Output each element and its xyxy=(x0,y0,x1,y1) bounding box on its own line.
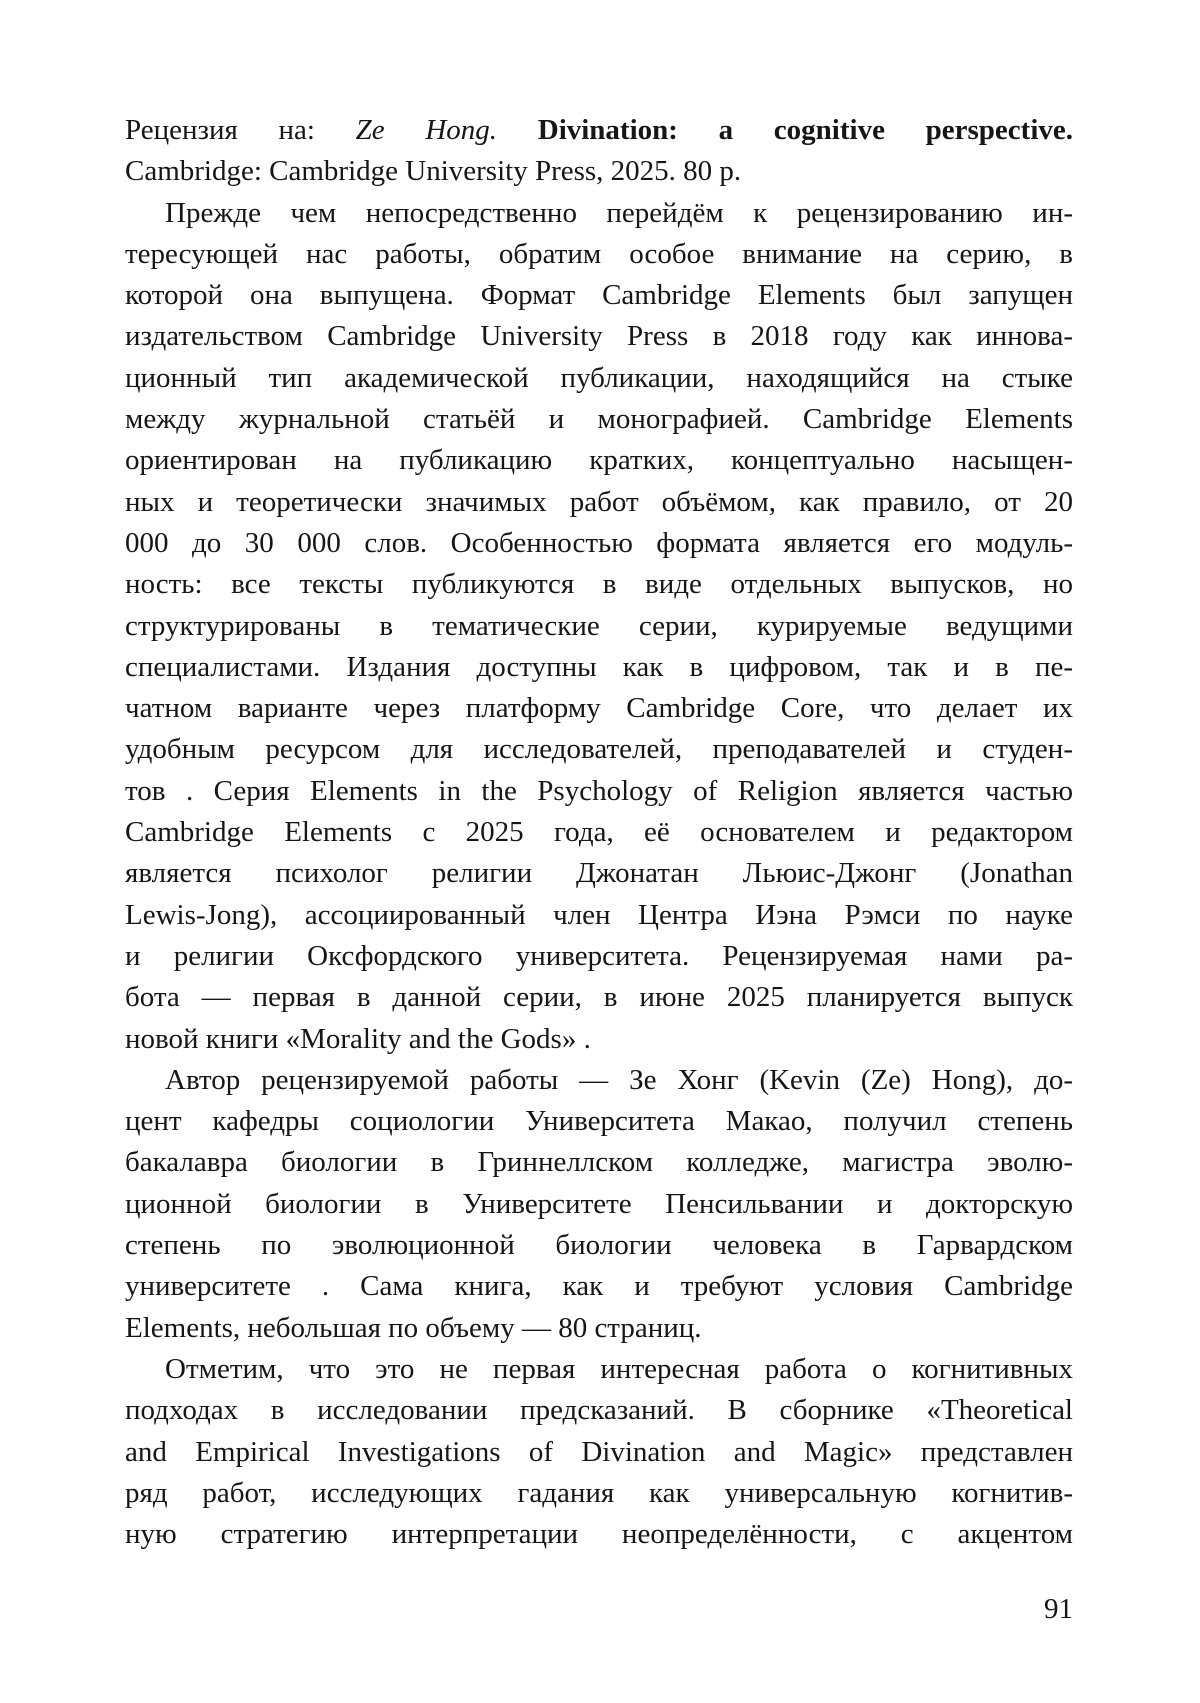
text-line: ционный тип академической публикации, находящийся на стыке xyxy=(125,361,1073,394)
text-line: удобным ресурсом для исследователей, преподавателей и студен- xyxy=(125,733,1073,766)
review-heading-line-2: Cambridge: Cambridge University Press, 2025. 80 p. xyxy=(125,155,742,188)
text-line: бота — первая в данной серии, в июне 2025 планируется выпуск xyxy=(125,981,1073,1014)
text-line: степень по эволюционной биологии человека в Гарвардском xyxy=(125,1229,1073,1262)
text-line: тов . Серия Elements in the Psychology of Religion является частью xyxy=(125,774,1073,807)
text-line: новой книги «Morality and the Gods» . xyxy=(125,1022,591,1055)
review-paragraphs xyxy=(125,193,1073,1556)
text-line: ную стратегию интерпретации неопределённости, с акцентом xyxy=(125,1518,1073,1551)
text-line: специалистами. Издания доступны как в цифровом, так и в пе- xyxy=(125,650,1073,683)
text-line: университете . Сама книга, как и требуют условия Cambridge xyxy=(125,1270,1073,1303)
text-line: которой она выпущена. Формат Cambridge Elements был запущен xyxy=(125,279,1073,312)
text-line: структурированы в тематические серии, курируемые ведущими xyxy=(125,609,1073,642)
text-line: ционной биологии в Университете Пенсильвании и докторскую xyxy=(125,1187,1073,1220)
text-line: Elements, небольшая по объему — 80 страниц. xyxy=(125,1311,702,1344)
text-line: ряд работ, исследующих гадания как универсальную когнитив- xyxy=(125,1476,1073,1509)
page-number: 91 xyxy=(1044,1593,1073,1625)
text-line: цент кафедры социологии Университета Макао, получил степень xyxy=(125,1105,1073,1138)
text-line: между журнальной статьёй и монографией. Cambridge Elements xyxy=(125,403,1073,436)
text-line: ориентирован на публикацию кратких, концептуально насыщен- xyxy=(125,444,1073,477)
text-line: Отметим, что это не первая интересная работа о когнитивных xyxy=(165,1352,1073,1385)
text-line: Lewis-Jong), ассоциированный член Центра Иэна Рэмси по науке xyxy=(125,898,1073,931)
text-line: ных и теоретически значимых работ объёмом, как правило, от 20 xyxy=(125,485,1073,518)
text-line: чатном варианте через платформу Cambridge Core, что делает их xyxy=(125,692,1073,725)
text-line: и религии Оксфордского университета. Рецензируемая нами ра- xyxy=(125,939,1073,972)
text-line: Прежде чем непосредственно перейдём к рецензированию ин- xyxy=(165,196,1073,229)
text-line: тересующей нас работы, обратим особое внимание на серию, в xyxy=(125,237,1073,270)
text-line: подходах в исследовании предсказаний. В сборнике «Theoretical xyxy=(125,1394,1073,1427)
text-line: Автор рецензируемой работы — Зе Хонг (Kevin (Ze) Hong), до- xyxy=(165,1063,1073,1096)
text-line: Cambridge Elements с 2025 года, её основателем и редактором xyxy=(125,816,1073,849)
text-line: 000 до 30 000 слов. Особенностью формата является его модуль- xyxy=(125,526,1073,559)
heading-book-title: Divination: a cognitive perspective. xyxy=(537,114,1073,146)
review-heading-line-1 xyxy=(125,110,1073,151)
heading-prefix: Рецензия на: xyxy=(125,114,356,146)
heading-author: Ze Hong. xyxy=(355,114,538,146)
text-line: and Empirical Investigations of Divination and Magic» представлен xyxy=(125,1435,1073,1468)
text-line: издательством Cambridge University Press в 2018 году как иннова- xyxy=(125,320,1073,353)
text-line: ность: все тексты публикуются в виде отдельных выпусков, но xyxy=(125,568,1073,601)
text-line: бакалавра биологии в Гриннеллском колледже, магистра эволю- xyxy=(125,1146,1073,1179)
review-text-block xyxy=(125,110,1073,1555)
text-line: является психолог религии Джонатан Льюис-Джонг (Jonathan xyxy=(125,857,1073,890)
